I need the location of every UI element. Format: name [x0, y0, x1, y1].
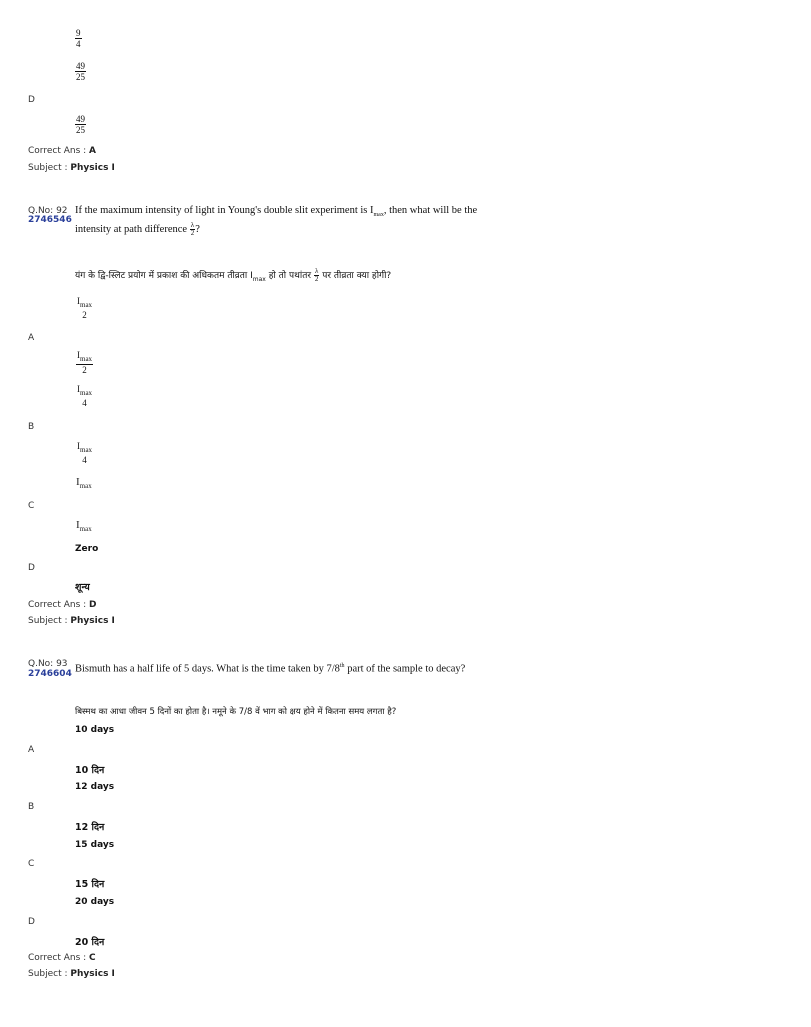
- correct-answer: Correct Ans : C: [28, 953, 96, 963]
- option-letter-d: D: [28, 917, 35, 927]
- option-letter-c: C: [28, 501, 35, 511]
- option-b-hi: 12 दिन: [75, 822, 105, 833]
- option-a-hi: 10 दिन: [75, 765, 105, 776]
- subject: Subject : Physics I: [28, 616, 115, 626]
- option-c-en: $I_{max}$: [76, 476, 92, 491]
- option-b-en: $I_{max}$ 4: [77, 384, 93, 408]
- option-a-en: $I_{max}$ 2: [77, 296, 93, 320]
- subject: Subject : Physics I: [28, 163, 115, 173]
- option-letter-a: A: [28, 333, 35, 343]
- question-id: 2746546: [28, 215, 72, 225]
- subject: Subject : Physics I: [28, 969, 115, 979]
- option-d-hi: शून्य: [75, 582, 90, 593]
- option-b-en: 12 days: [75, 782, 115, 792]
- question-text-en: Bismuth has a half life of 5 days. What is the time taken by 7/8th part of the sample to decay?: [75, 663, 466, 675]
- option-letter-b: B: [28, 422, 35, 432]
- option-d-en: Zero: [75, 544, 99, 554]
- option-c-hi: $I_{max}$: [76, 519, 92, 534]
- question-number: Q.No: 93: [28, 659, 68, 669]
- option-letter-d: D: [28, 95, 35, 105]
- option-c-en: 15 days: [75, 840, 115, 850]
- option-letter-a: A: [28, 745, 35, 755]
- correct-answer: Correct Ans : A: [28, 146, 96, 156]
- option-letter-d: D: [28, 563, 35, 573]
- question-id: 2746604: [28, 669, 72, 679]
- option-d-en: 20 days: [75, 897, 115, 907]
- option-d-hi: 20 दिन: [75, 937, 105, 948]
- lambda-over-2-hi: $\frac{\lambda}{2}$: [314, 267, 319, 283]
- question-number: Q.No: 92: [28, 206, 68, 216]
- question-text-hi: बिस्मथ का आधा जीवन 5 दिनों का होता है। नमूने के 7/8 वें भाग को क्षय होने में कितना समय लगता है?: [75, 707, 397, 717]
- question-text-hi: यंग के द्वि-स्लिट प्रयोग में प्रकाश की अधिकतम तीव्रता $I_{max}$ हो तो पथांतर $\frac{\lambda}{2}$ पर तीव्रता क्या होगी?: [75, 267, 392, 283]
- option-d-fraction: $\frac{49}{25}$: [76, 114, 85, 135]
- question-text-en: If the maximum intensity of light in Young's double slit experiment is $I_{max}$, then what will be the intensity at path difference $\frac{\lambda}{2}$ ?: [75, 205, 478, 238]
- lambda-over-2: $\frac{\lambda}{2}$: [190, 221, 195, 238]
- correct-answer: Correct Ans : D: [28, 600, 97, 610]
- option-c-fraction-en: $\frac{9}{4}$: [76, 28, 81, 49]
- option-c-fraction-hi: $\frac{49}{25}$: [76, 61, 85, 82]
- option-a-hi: $I_{max}$ 2: [77, 350, 93, 375]
- option-b-hi: $I_{max}$ 4: [77, 441, 93, 465]
- option-letter-b: B: [28, 802, 35, 812]
- option-letter-c: C: [28, 859, 35, 869]
- option-a-en: 10 days: [75, 725, 115, 735]
- option-c-hi: 15 दिन: [75, 879, 105, 890]
